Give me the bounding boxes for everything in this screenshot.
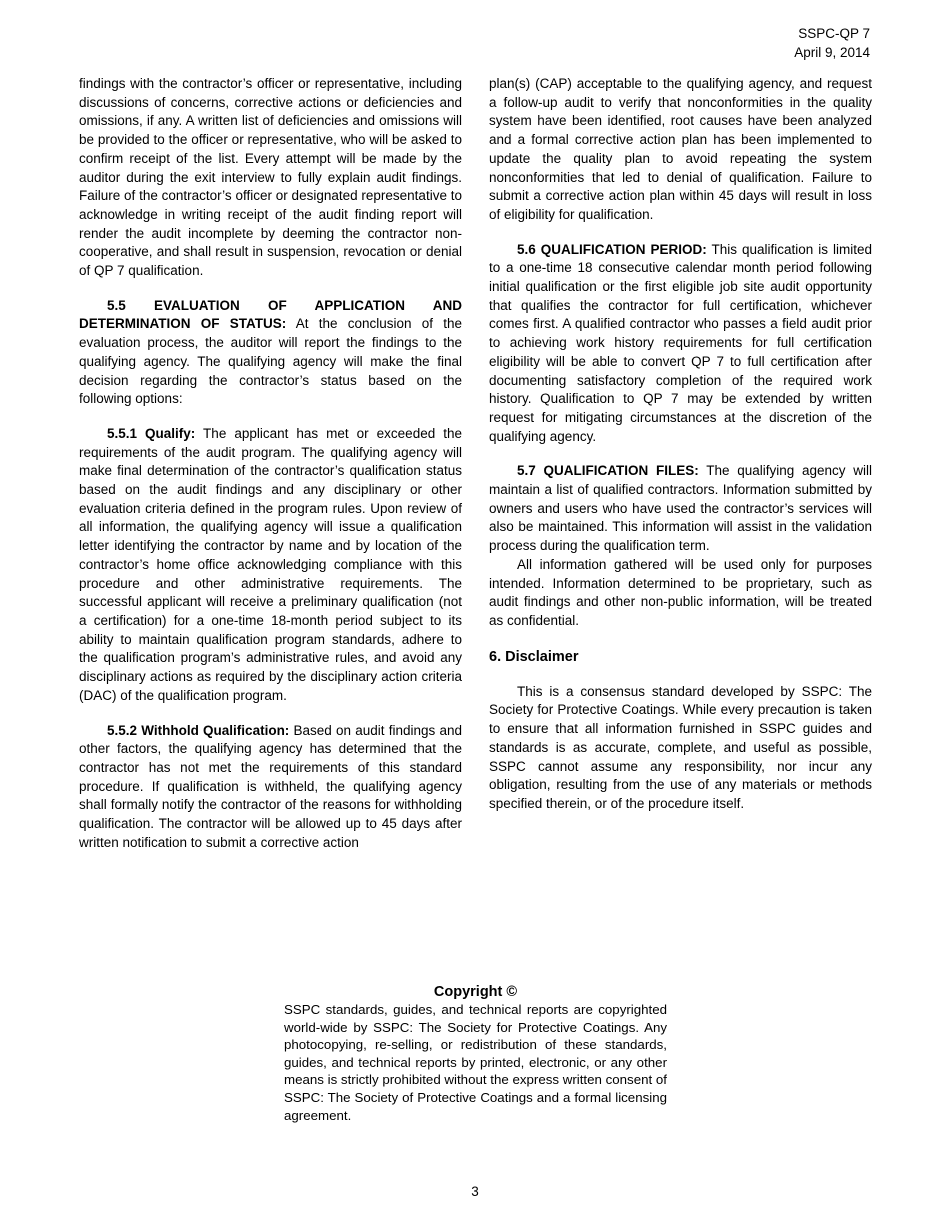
- section-5-7-heading: 5.7 QUALIFICATION FILES:: [517, 463, 699, 479]
- section-5-7-text: The qualifying agency will maintain a list of qualified contractors. Information submitted by owners and users who have used the contractor’s services will also be maintained. This information will assist in the validation process during the qualification term.: [489, 463, 872, 554]
- section-5-6-heading: 5.6 QUALIFICATION PERIOD:: [517, 241, 707, 257]
- paragraph-cap: plan(s) (CAP) acceptable to the qualifying agency, and request a follow-up audit to verify that nonconformities in the quality system have been identified, root causes have been analyzed and a formal corrective action plan has been implemented to update the quality plan to avoid repeating the system nonconformities that led to denial of qualification. Failure to submit a corrective action plan within 45 days will result in loss of eligibility for qualification.: [489, 76, 872, 222]
- section-5-5-heading: 5.5 EVALUATION OF APPLICATION AND DETERMINATION OF STATUS:: [79, 297, 462, 332]
- section-5-7: [489, 462, 872, 556]
- section-5-5-1-text: The applicant has met or exceeded the requirements of the audit program. The qualifying agency will make final determination of the contractor’s qualification status based on the audit findings and any disciplinary or other evaluation criteria defined in the program rules. Upon review of all information, the qualifying agency will issue a qualification letter identifying the contractor by name and by location of the contractor’s home office acknowledging compliance with this procedure and other administrative requirements. The successful applicant will receive a preliminary qualification (not a certification) for a one-time 18-month period subject to its ability to maintain qualification program standards, adhere to the qualification program’s administrative rules, and avoid any disciplinary actions as required by the disciplinary action criteria (DAC) of the qualification program.: [79, 425, 462, 703]
- left-column: [79, 75, 462, 852]
- section-5-5-2-heading: 5.5.2 Withhold Qualification:: [107, 722, 290, 738]
- section-5-5-1-heading: 5.5.1 Qualify:: [107, 425, 196, 441]
- document-date: April 9, 2014: [794, 45, 870, 60]
- document-id: SSPC-QP 7: [798, 26, 870, 41]
- section-5-5-2: [79, 722, 462, 853]
- section-5-6: [489, 241, 872, 447]
- copyright-title: Copyright ©: [433, 984, 518, 1000]
- paragraph-findings: findings with the contractor’s officer or representative, including discussions of concerns, corrective actions or deficiencies and omissions, if any. A written list of deficiencies and omissions will be provided to the officer or representative, who will be asked to confirm receipt of the list. Every attempt will be made by the auditor during the exit interview to fully explain audit findings. Failure of the contractor’s officer or designated representative to acknowledge in writing receipt of the audit finding report will render the audit incomplete by deeming the contractor non-cooperative, and shall result in suspension, revocation or denial of QP 7 qualification.: [79, 76, 462, 279]
- section-5-5-text: At the conclusion of the evaluation process, the auditor will report the findings to the qualifying agency. The qualifying agency will make the final decision regarding the contractor’s status based on the following options:: [79, 316, 462, 407]
- right-column: [489, 75, 872, 814]
- section-5-5: [79, 297, 462, 409]
- section-6-heading: 6. Disclaimer: [489, 648, 579, 665]
- page-header: [794, 24, 870, 62]
- section-6-text: This is a consensus standard developed by SSPC: The Society for Protective Coatings. While every precaution is taken to ensure that all information furnished in SSPC guides and standards is as accurate, complete, and useful as possible, SSPC cannot assume any responsibility, nor incur any obligation, resulting from the use of any materials or methods specified therein, or of the procedure itself.: [489, 683, 872, 811]
- copyright-text: SSPC standards, guides, and technical reports are copyrighted world-wide by SSPC: The Society for Protective Coatings. Any photocopying, re-selling, or redistribution of these standards, guides, and technical reports by printed, electronic, or any other means is strictly prohibited without the express written consent of SSPC: The Society of Protective Coatings and a formal licensing agreement.: [284, 1002, 667, 1123]
- section-5-5-2-text: Based on audit findings and other factors, the qualifying agency has determined that the contractor has not met the requirements of this standard procedure. If qualification is withheld, the qualifying agency shall formally notify the contractor of the reasons for withholding qualification. The contractor will be allowed up to 45 days after written notification to submit a corrective action: [79, 722, 462, 850]
- section-5-6-text: This qualification is limited to a one-time 18 consecutive calendar month period following initial qualification or the first eligible job site audit opportunity that qualifies the contractor for full certification, whichever comes first. A qualified contractor who passes a field audit prior to achieving work history requirements for full certification eligibility will be able to convert QP 7 to full certification after documenting satisfactory completion of the required work history. Qualification to QP 7 may be extended by written request for mitigating circumstances at the discretion of the qualifying agency.: [489, 241, 872, 444]
- paragraph-confidential: All information gathered will be used only for purposes intended. Information determined to be proprietary, such as audit findings and other non-public information, will be treated as confidential.: [489, 556, 872, 628]
- page-number: 3: [471, 1184, 479, 1199]
- copyright-block: [284, 983, 667, 1124]
- section-5-5-1: [79, 425, 462, 706]
